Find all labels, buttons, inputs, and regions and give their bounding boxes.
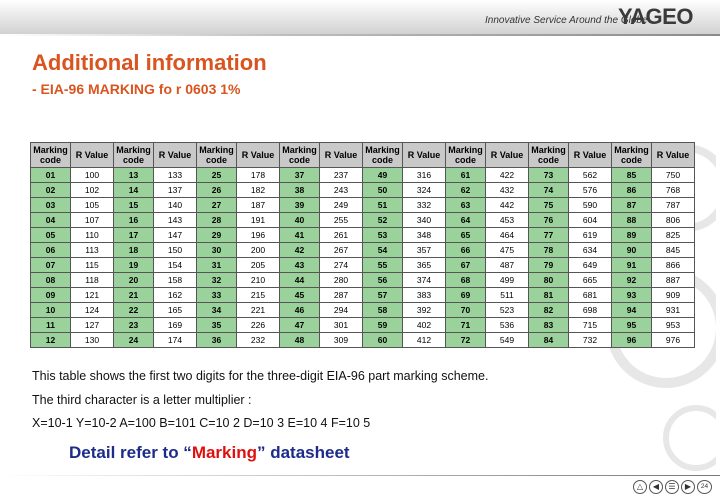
table-row bbox=[31, 318, 695, 333]
r-value-cell: 475 bbox=[486, 243, 529, 258]
r-value-cell: 255 bbox=[320, 213, 363, 228]
header-r-value: R Value bbox=[569, 143, 612, 168]
header-marking-code: Marking code bbox=[31, 143, 71, 168]
marking-code-cell: 55 bbox=[363, 258, 403, 273]
r-value-cell: 422 bbox=[486, 168, 529, 183]
table-row bbox=[31, 273, 695, 288]
menu-icon[interactable]: ☰ bbox=[665, 480, 679, 494]
header-marking-code: Marking code bbox=[114, 143, 154, 168]
marking-code-cell: 82 bbox=[529, 303, 569, 318]
r-value-cell: 309 bbox=[320, 333, 363, 348]
marking-code-cell: 63 bbox=[446, 198, 486, 213]
r-value-cell: 124 bbox=[71, 303, 114, 318]
marking-code-cell: 81 bbox=[529, 288, 569, 303]
marking-code-cell: 88 bbox=[612, 213, 652, 228]
r-value-cell: 412 bbox=[403, 333, 446, 348]
r-value-cell: 232 bbox=[237, 333, 280, 348]
r-value-cell: 392 bbox=[403, 303, 446, 318]
r-value-cell: 140 bbox=[154, 198, 197, 213]
tagline: Innovative Service Around the Globe bbox=[485, 15, 648, 26]
r-value-cell: 562 bbox=[569, 168, 612, 183]
r-value-cell: 715 bbox=[569, 318, 612, 333]
page-number: 24 bbox=[697, 480, 712, 494]
marking-code-cell: 89 bbox=[612, 228, 652, 243]
marking-code-cell: 03 bbox=[31, 198, 71, 213]
r-value-cell: 442 bbox=[486, 198, 529, 213]
marking-code-cell: 64 bbox=[446, 213, 486, 228]
r-value-cell: 665 bbox=[569, 273, 612, 288]
header-r-value: R Value bbox=[652, 143, 695, 168]
r-value-cell: 174 bbox=[154, 333, 197, 348]
marking-code-cell: 49 bbox=[363, 168, 403, 183]
marking-code-cell: 48 bbox=[280, 333, 320, 348]
r-value-cell: 806 bbox=[652, 213, 695, 228]
marking-code-cell: 17 bbox=[114, 228, 154, 243]
r-value-cell: 237 bbox=[320, 168, 363, 183]
table-header-row bbox=[31, 143, 695, 168]
marking-code-cell: 72 bbox=[446, 333, 486, 348]
r-value-cell: 226 bbox=[237, 318, 280, 333]
r-value-cell: 100 bbox=[71, 168, 114, 183]
r-value-cell: 619 bbox=[569, 228, 612, 243]
marking-code-cell: 77 bbox=[529, 228, 569, 243]
r-value-cell: 221 bbox=[237, 303, 280, 318]
marking-code-cell: 37 bbox=[280, 168, 320, 183]
header-r-value: R Value bbox=[486, 143, 529, 168]
yageo-logo: YAGEO bbox=[618, 4, 693, 29]
header-r-value: R Value bbox=[71, 143, 114, 168]
marking-code-cell: 02 bbox=[31, 183, 71, 198]
marking-code-cell: 36 bbox=[197, 333, 237, 348]
r-value-cell: 634 bbox=[569, 243, 612, 258]
marking-code-cell: 42 bbox=[280, 243, 320, 258]
r-value-cell: 182 bbox=[237, 183, 280, 198]
header-r-value: R Value bbox=[320, 143, 363, 168]
marking-code-cell: 74 bbox=[529, 183, 569, 198]
table-row bbox=[31, 333, 695, 348]
detail-marking-link[interactable]: Marking bbox=[191, 443, 257, 462]
r-value-cell: 845 bbox=[652, 243, 695, 258]
r-value-cell: 154 bbox=[154, 258, 197, 273]
r-value-cell: 105 bbox=[71, 198, 114, 213]
r-value-cell: 107 bbox=[71, 213, 114, 228]
detail-prefix: Detail refer to “ bbox=[69, 443, 192, 462]
marking-code-cell: 65 bbox=[446, 228, 486, 243]
r-value-cell: 340 bbox=[403, 213, 446, 228]
r-value-cell: 866 bbox=[652, 258, 695, 273]
r-value-cell: 348 bbox=[403, 228, 446, 243]
r-value-cell: 768 bbox=[652, 183, 695, 198]
marking-code-cell: 50 bbox=[363, 183, 403, 198]
marking-code-cell: 29 bbox=[197, 228, 237, 243]
r-value-cell: 976 bbox=[652, 333, 695, 348]
table-row bbox=[31, 213, 695, 228]
marking-code-cell: 23 bbox=[114, 318, 154, 333]
r-value-cell: 178 bbox=[237, 168, 280, 183]
marking-code-cell: 84 bbox=[529, 333, 569, 348]
header-marking-code: Marking code bbox=[197, 143, 237, 168]
marking-code-cell: 47 bbox=[280, 318, 320, 333]
marking-code-cell: 54 bbox=[363, 243, 403, 258]
r-value-cell: 196 bbox=[237, 228, 280, 243]
marking-code-cell: 58 bbox=[363, 303, 403, 318]
r-value-cell: 169 bbox=[154, 318, 197, 333]
marking-code-cell: 70 bbox=[446, 303, 486, 318]
marking-code-cell: 79 bbox=[529, 258, 569, 273]
r-value-cell: 787 bbox=[652, 198, 695, 213]
marking-code-cell: 56 bbox=[363, 273, 403, 288]
r-value-cell: 464 bbox=[486, 228, 529, 243]
header-marking-code: Marking code bbox=[529, 143, 569, 168]
r-value-cell: 332 bbox=[403, 198, 446, 213]
r-value-cell: 499 bbox=[486, 273, 529, 288]
header-r-value: R Value bbox=[237, 143, 280, 168]
note-letter-multiplier: The third character is a letter multiplier : bbox=[32, 393, 252, 407]
marking-code-cell: 18 bbox=[114, 243, 154, 258]
marking-code-cell: 07 bbox=[31, 258, 71, 273]
r-value-cell: 732 bbox=[569, 333, 612, 348]
marking-code-cell: 62 bbox=[446, 183, 486, 198]
r-value-cell: 110 bbox=[71, 228, 114, 243]
marking-code-cell: 95 bbox=[612, 318, 652, 333]
marking-code-cell: 78 bbox=[529, 243, 569, 258]
marking-code-cell: 19 bbox=[114, 258, 154, 273]
r-value-cell: 280 bbox=[320, 273, 363, 288]
marking-code-cell: 25 bbox=[197, 168, 237, 183]
r-value-cell: 523 bbox=[486, 303, 529, 318]
table-row bbox=[31, 303, 695, 318]
marking-code-cell: 38 bbox=[280, 183, 320, 198]
bottom-divider bbox=[0, 475, 720, 476]
table-row bbox=[31, 288, 695, 303]
marking-code-cell: 53 bbox=[363, 228, 403, 243]
r-value-cell: 750 bbox=[652, 168, 695, 183]
note-first-two-digits: This table shows the first two digits for the three-digit EIA-96 part marking scheme. bbox=[32, 369, 489, 383]
forward-icon[interactable]: ▶ bbox=[681, 480, 695, 494]
marking-code-cell: 57 bbox=[363, 288, 403, 303]
r-value-cell: 118 bbox=[71, 273, 114, 288]
marking-code-cell: 11 bbox=[31, 318, 71, 333]
marking-code-cell: 13 bbox=[114, 168, 154, 183]
marking-code-cell: 32 bbox=[197, 273, 237, 288]
marking-code-cell: 08 bbox=[31, 273, 71, 288]
marking-code-cell: 15 bbox=[114, 198, 154, 213]
r-value-cell: 931 bbox=[652, 303, 695, 318]
marking-code-cell: 31 bbox=[197, 258, 237, 273]
r-value-cell: 127 bbox=[71, 318, 114, 333]
r-value-cell: 365 bbox=[403, 258, 446, 273]
r-value-cell: 681 bbox=[569, 288, 612, 303]
marking-code-cell: 67 bbox=[446, 258, 486, 273]
marking-code-cell: 33 bbox=[197, 288, 237, 303]
marking-code-cell: 14 bbox=[114, 183, 154, 198]
r-value-cell: 287 bbox=[320, 288, 363, 303]
marking-code-cell: 51 bbox=[363, 198, 403, 213]
r-value-cell: 215 bbox=[237, 288, 280, 303]
r-value-cell: 187 bbox=[237, 198, 280, 213]
header-marking-code: Marking code bbox=[446, 143, 486, 168]
r-value-cell: 383 bbox=[403, 288, 446, 303]
marking-code-cell: 68 bbox=[446, 273, 486, 288]
header-marking-code: Marking code bbox=[363, 143, 403, 168]
r-value-cell: 133 bbox=[154, 168, 197, 183]
r-value-cell: 191 bbox=[237, 213, 280, 228]
marking-code-cell: 16 bbox=[114, 213, 154, 228]
marking-code-cell: 87 bbox=[612, 198, 652, 213]
table-row bbox=[31, 228, 695, 243]
table-row bbox=[31, 243, 695, 258]
r-value-cell: 137 bbox=[154, 183, 197, 198]
r-value-cell: 887 bbox=[652, 273, 695, 288]
r-value-cell: 150 bbox=[154, 243, 197, 258]
r-value-cell: 274 bbox=[320, 258, 363, 273]
marking-code-cell: 96 bbox=[612, 333, 652, 348]
marking-code-cell: 44 bbox=[280, 273, 320, 288]
r-value-cell: 909 bbox=[652, 288, 695, 303]
r-value-cell: 147 bbox=[154, 228, 197, 243]
marking-code-cell: 21 bbox=[114, 288, 154, 303]
marking-code-cell: 28 bbox=[197, 213, 237, 228]
marking-code-cell: 69 bbox=[446, 288, 486, 303]
back-icon[interactable]: ◀ bbox=[649, 480, 663, 494]
page-subtitle: - EIA-96 MARKING fo r 0603 1% bbox=[32, 81, 241, 97]
r-value-cell: 205 bbox=[237, 258, 280, 273]
r-value-cell: 316 bbox=[403, 168, 446, 183]
marking-code-cell: 90 bbox=[612, 243, 652, 258]
r-value-cell: 121 bbox=[71, 288, 114, 303]
marking-code-cell: 39 bbox=[280, 198, 320, 213]
marking-code-cell: 93 bbox=[612, 288, 652, 303]
marking-code-cell: 20 bbox=[114, 273, 154, 288]
home-icon[interactable]: △ bbox=[633, 480, 647, 494]
marking-code-cell: 94 bbox=[612, 303, 652, 318]
marking-code-cell: 26 bbox=[197, 183, 237, 198]
marking-code-cell: 34 bbox=[197, 303, 237, 318]
r-value-cell: 511 bbox=[486, 288, 529, 303]
marking-code-cell: 80 bbox=[529, 273, 569, 288]
r-value-cell: 165 bbox=[154, 303, 197, 318]
marking-code-cell: 35 bbox=[197, 318, 237, 333]
r-value-cell: 158 bbox=[154, 273, 197, 288]
r-value-cell: 357 bbox=[403, 243, 446, 258]
r-value-cell: 200 bbox=[237, 243, 280, 258]
marking-code-cell: 24 bbox=[114, 333, 154, 348]
marking-code-cell: 30 bbox=[197, 243, 237, 258]
r-value-cell: 115 bbox=[71, 258, 114, 273]
marking-code-cell: 86 bbox=[612, 183, 652, 198]
marking-code-cell: 73 bbox=[529, 168, 569, 183]
eia96-marking-table bbox=[30, 142, 695, 348]
r-value-cell: 953 bbox=[652, 318, 695, 333]
marking-code-cell: 40 bbox=[280, 213, 320, 228]
r-value-cell: 162 bbox=[154, 288, 197, 303]
r-value-cell: 102 bbox=[71, 183, 114, 198]
r-value-cell: 210 bbox=[237, 273, 280, 288]
marking-code-cell: 12 bbox=[31, 333, 71, 348]
marking-code-cell: 05 bbox=[31, 228, 71, 243]
marking-code-cell: 83 bbox=[529, 318, 569, 333]
slide-navigation bbox=[633, 480, 712, 494]
r-value-cell: 487 bbox=[486, 258, 529, 273]
r-value-cell: 453 bbox=[486, 213, 529, 228]
r-value-cell: 324 bbox=[403, 183, 446, 198]
marking-code-cell: 85 bbox=[612, 168, 652, 183]
r-value-cell: 113 bbox=[71, 243, 114, 258]
marking-code-cell: 43 bbox=[280, 258, 320, 273]
marking-code-cell: 76 bbox=[529, 213, 569, 228]
marking-code-cell: 45 bbox=[280, 288, 320, 303]
marking-code-cell: 91 bbox=[612, 258, 652, 273]
r-value-cell: 243 bbox=[320, 183, 363, 198]
marking-code-cell: 27 bbox=[197, 198, 237, 213]
marking-code-cell: 60 bbox=[363, 333, 403, 348]
r-value-cell: 590 bbox=[569, 198, 612, 213]
r-value-cell: 576 bbox=[569, 183, 612, 198]
r-value-cell: 130 bbox=[71, 333, 114, 348]
detail-suffix: ” datasheet bbox=[257, 443, 350, 462]
r-value-cell: 649 bbox=[569, 258, 612, 273]
table-body bbox=[31, 168, 695, 348]
r-value-cell: 432 bbox=[486, 183, 529, 198]
marking-code-cell: 10 bbox=[31, 303, 71, 318]
top-divider bbox=[0, 34, 720, 36]
marking-code-cell: 04 bbox=[31, 213, 71, 228]
marking-code-cell: 09 bbox=[31, 288, 71, 303]
table-row bbox=[31, 183, 695, 198]
r-value-cell: 402 bbox=[403, 318, 446, 333]
marking-code-cell: 66 bbox=[446, 243, 486, 258]
r-value-cell: 261 bbox=[320, 228, 363, 243]
r-value-cell: 301 bbox=[320, 318, 363, 333]
r-value-cell: 374 bbox=[403, 273, 446, 288]
table-row bbox=[31, 198, 695, 213]
marking-code-cell: 22 bbox=[114, 303, 154, 318]
page-title: Additional information bbox=[32, 50, 267, 75]
marking-code-cell: 75 bbox=[529, 198, 569, 213]
r-value-cell: 294 bbox=[320, 303, 363, 318]
r-value-cell: 267 bbox=[320, 243, 363, 258]
marking-code-cell: 61 bbox=[446, 168, 486, 183]
detail-reference bbox=[69, 443, 350, 463]
r-value-cell: 698 bbox=[569, 303, 612, 318]
table-row bbox=[31, 258, 695, 273]
r-value-cell: 536 bbox=[486, 318, 529, 333]
marking-code-cell: 52 bbox=[363, 213, 403, 228]
header-marking-code: Marking code bbox=[280, 143, 320, 168]
r-value-cell: 604 bbox=[569, 213, 612, 228]
header-r-value: R Value bbox=[154, 143, 197, 168]
marking-code-cell: 41 bbox=[280, 228, 320, 243]
marking-code-cell: 01 bbox=[31, 168, 71, 183]
r-value-cell: 549 bbox=[486, 333, 529, 348]
r-value-cell: 249 bbox=[320, 198, 363, 213]
r-value-cell: 143 bbox=[154, 213, 197, 228]
marking-code-cell: 71 bbox=[446, 318, 486, 333]
marking-code-cell: 92 bbox=[612, 273, 652, 288]
r-value-cell: 825 bbox=[652, 228, 695, 243]
marking-code-cell: 06 bbox=[31, 243, 71, 258]
table-row bbox=[31, 168, 695, 183]
header-marking-code: Marking code bbox=[612, 143, 652, 168]
marking-code-cell: 46 bbox=[280, 303, 320, 318]
header-r-value: R Value bbox=[403, 143, 446, 168]
note-multiplier-values: X=10-1 Y=10-2 A=100 B=101 C=10 2 D=10 3 E=10 4 F=10 5 bbox=[32, 416, 371, 430]
marking-code-cell: 59 bbox=[363, 318, 403, 333]
